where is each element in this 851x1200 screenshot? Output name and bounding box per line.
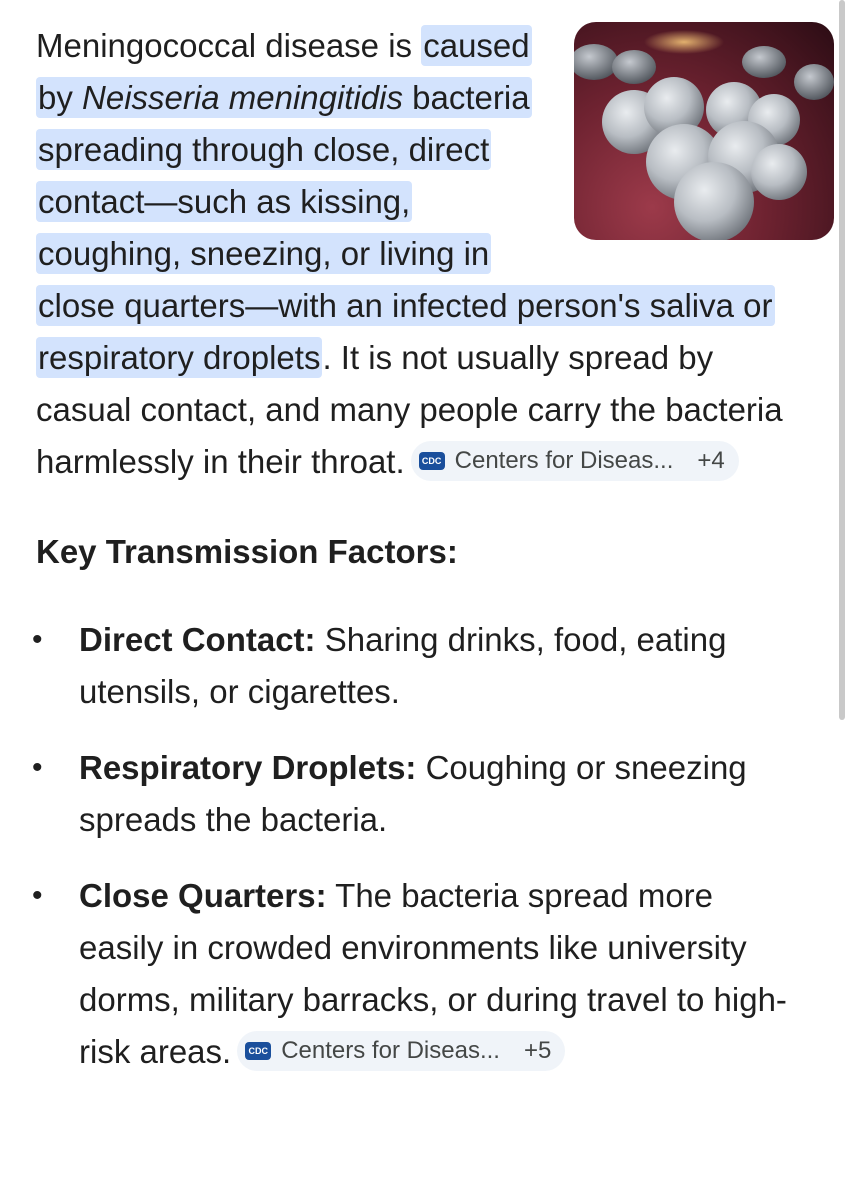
- list-item: [32, 614, 796, 718]
- cdc-logo-icon: CDC: [245, 1042, 271, 1060]
- highlight-italic-name: Neisseria meningitidis: [82, 79, 403, 116]
- bacteria-illustration: [574, 22, 834, 240]
- item-term: Respiratory Droplets:: [79, 749, 417, 786]
- highlight-part-b: bacteria spreading through close, direct contact—such as kissing, coughing, sneezing, or living in close quarters—with an infected person's saliva or respiratory droplets: [38, 79, 773, 376]
- overview-rest: . It is not usually spread by casual contact, and many people carry the bacteria harmlessly in their throat.: [36, 339, 783, 480]
- item-text: Coughing or sneezing spreads the bacteria.: [79, 749, 747, 838]
- highlight-part-a: caused by: [38, 27, 530, 116]
- citation-source: Centers for Diseas...: [454, 447, 674, 475]
- factors-list: [32, 614, 796, 1078]
- citation-source: Centers for Diseas...: [281, 1037, 500, 1065]
- bullet-icon: •: [32, 879, 43, 912]
- item-text: The bacteria spread more easily in crowded environments like university dorms, military barracks, or during travel to high-risk areas.: [79, 877, 787, 1070]
- ai-overview: [32, 20, 796, 1102]
- list-item: [32, 742, 796, 846]
- item-term: Direct Contact:: [79, 621, 316, 658]
- bacteria-image[interactable]: [574, 22, 834, 240]
- item-term: Close Quarters:: [79, 877, 327, 914]
- citation-chip[interactable]: [411, 441, 739, 481]
- cdc-logo-icon: CDC: [419, 452, 445, 470]
- citation-more-count: +5: [523, 1037, 552, 1065]
- scrollbar[interactable]: [839, 0, 845, 720]
- section-heading: Key Transmission Factors:: [36, 533, 458, 570]
- item-text: Sharing drinks, food, eating utensils, or cigarettes.: [79, 621, 727, 710]
- bullet-icon: •: [32, 623, 43, 656]
- citation-more-count: +4: [697, 447, 725, 475]
- overview-intro: Meningococcal disease is: [36, 27, 422, 64]
- citation-chip[interactable]: [237, 1031, 565, 1071]
- bullet-icon: •: [32, 751, 43, 784]
- list-item: [32, 870, 796, 1078]
